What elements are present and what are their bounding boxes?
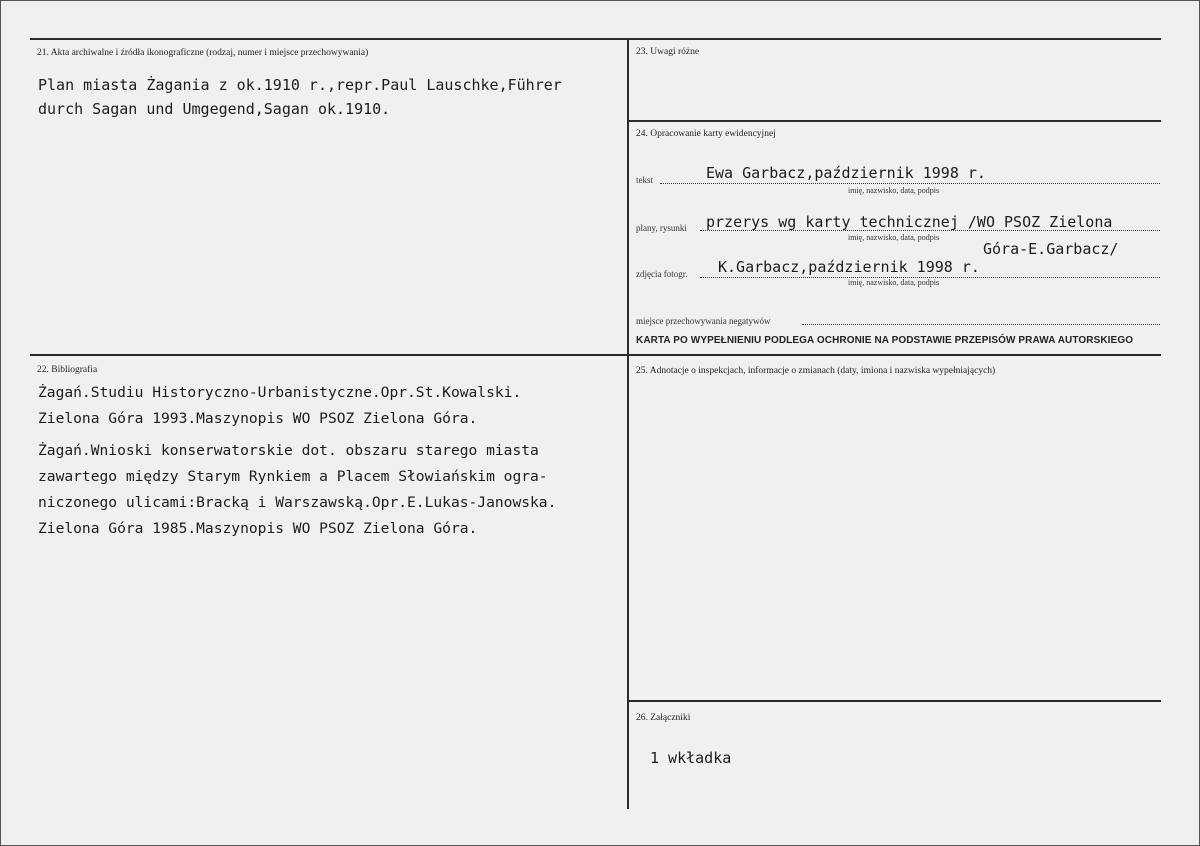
bibliography-line: niczonego ulicami:Bracką i Warszawską.Opr.E.Lukas-Janowska. [38,494,557,511]
mid-rule [30,354,1161,356]
bibliography-line: Zielona Góra 1993.Maszynopis WO PSOZ Zielona Góra. [38,410,478,427]
plany-value: przerys wg karty technicznej /WO PSOZ Zielona [706,213,1113,231]
zdjecia-label: zdjęcia fotogr. [636,269,688,279]
tekst-label: tekst [636,175,653,185]
plany-hint: imię, nazwisko, data, podpis [848,233,940,242]
rule-23-24 [627,120,1161,122]
tekst-value: Ewa Garbacz,październik 1998 r. [706,164,986,182]
center-divider [627,38,629,809]
copyright-notice: KARTA PO WYPEŁNIENIU PODLEGA OCHRONIE NA PODSTAWIE PRZEPISÓW PRAWA AUTORSKIEGO [636,335,1134,346]
bibliography-entry-2 [38,438,556,542]
section-21-line-1: Plan miasta Żagania z ok.1910 r.,repr.Paul Lauschke,Führer [38,76,562,94]
bibliography-line: Zielona Góra 1985.Maszynopis WO PSOZ Zielona Góra. [38,520,478,537]
top-rule [30,38,1161,40]
section-22-label: 22. Bibliografia [37,365,98,375]
rule-25-26 [627,700,1161,702]
negatywy-dots [802,324,1160,325]
bibliography-line: zawartego między Starym Rynkiem a Placem Słowiańskim ogra- [38,468,548,485]
section-21-label: 21. Akta archiwalne i źródła ikonograficzne (rodzaj, numer i miejsce przechowywania) [37,48,369,58]
section-23-label: 23. Uwagi różne [636,47,700,57]
bibliography-line: Żagań.Studiu Historyczno-Urbanistyczne.Opr.St.Kowalski. [38,384,522,401]
bibliography-entry-1 [38,380,521,432]
attachments-value: 1 wkładka [650,749,732,767]
tekst-hint: imię, nazwisko, data, podpis [848,186,940,195]
section-26-label: 26. Załączniki [636,713,691,723]
section-21-line-2: durch Sagan und Umgegend,Sagan ok.1910. [38,100,391,118]
section-25-label: 25. Adnotacje o inspekcjach, informacje o zmianach (daty, imiona i nazwiska wypełniających) [636,366,996,376]
negatywy-label: miejsce przechowywania negatywów [636,316,771,326]
section-24-label: 24. Opracowanie karty ewidencyjnej [636,129,776,139]
zdjecia-hint: imię, nazwisko, data, podpis [848,278,940,287]
zdjecia-value: K.Garbacz,październik 1998 r. [718,258,980,276]
plany-label: plany, rysunki [636,223,687,233]
plany-value-2: Góra-E.Garbacz/ [983,240,1119,258]
bibliography-line: Żagań.Wnioski konserwatorskie dot. obszaru starego miasta [38,442,539,459]
